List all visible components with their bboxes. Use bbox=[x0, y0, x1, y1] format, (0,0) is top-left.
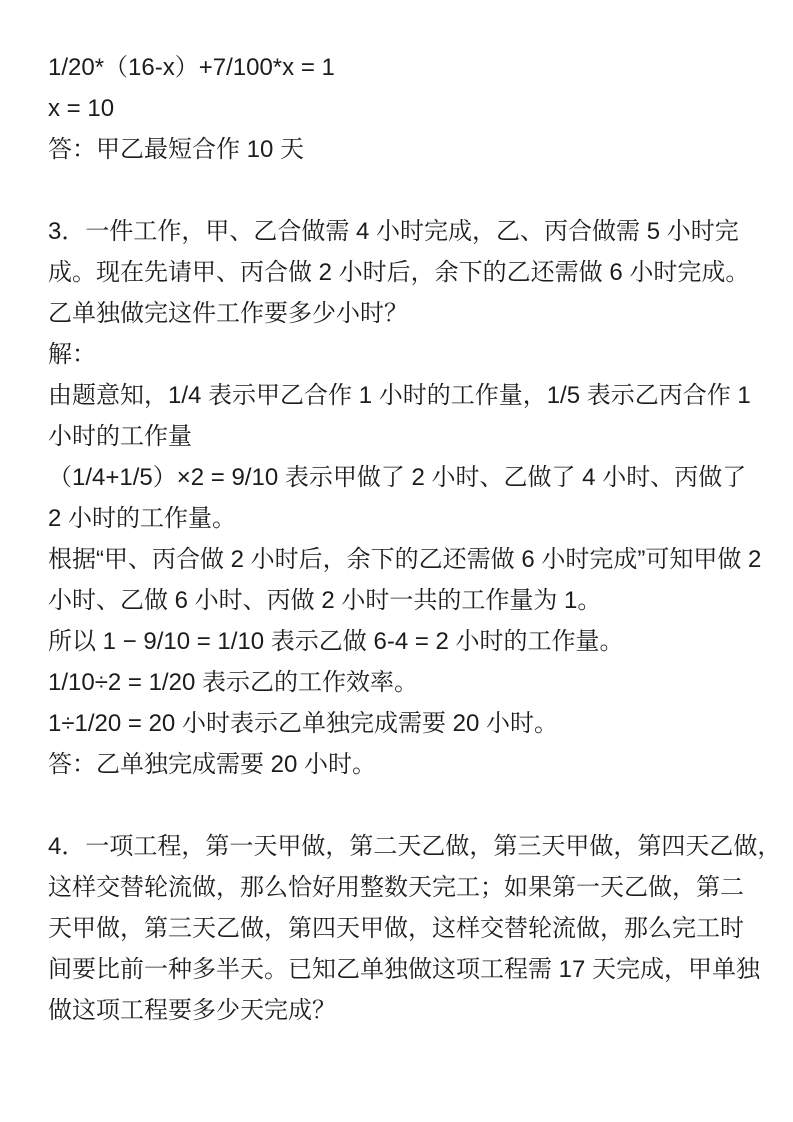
text-line-solution: 由题意知，1/4 表示甲乙合作 1 小时的工作量，1/5 表示乙丙合作 1 bbox=[48, 382, 751, 409]
text-line-equation: x = 10 bbox=[48, 95, 115, 122]
blank-line bbox=[48, 785, 753, 826]
text-line-answer: 答：甲乙最短合作 10 天 bbox=[48, 136, 305, 163]
text-line-problem: 这样交替轮流做，那么恰好用整数天完工；如果第一天乙做，第二 bbox=[48, 874, 744, 901]
text-line-solution: 所以 1 − 9/10 = 1/10 表示乙做 6-4 = 2 小时的工作量。 bbox=[48, 628, 624, 655]
text-line-solution: 1/10÷2 = 1/20 表示乙的工作效率。 bbox=[48, 669, 418, 696]
text-line-problem: 做这项工程要多少天完成？ bbox=[48, 997, 336, 1024]
text-line-solution: 解： bbox=[48, 341, 96, 368]
text-line-problem: 间要比前一种多半天。已知乙单独做这项工程需 17 天完成，甲单独 bbox=[48, 956, 761, 983]
text-line-solution: 1÷1/20 = 20 小时表示乙单独完成需要 20 小时。 bbox=[48, 710, 558, 737]
text-line-solution: 小时的工作量 bbox=[48, 423, 192, 450]
text-line-solution: 根据“甲、丙合做 2 小时后，余下的乙还需做 6 小时完成”可知甲做 2 bbox=[48, 546, 762, 573]
text-line-solution: 小时、乙做 6 小时、丙做 2 小时一共的工作量为 1。 bbox=[48, 587, 602, 614]
text-line-answer: 答：乙单独完成需要 20 小时。 bbox=[48, 751, 377, 778]
blank-line bbox=[48, 170, 753, 211]
text-line-solution: （1/4+1/5）×2 = 9/10 表示甲做了 2 小时、乙做了 4 小时、丙做了 bbox=[48, 464, 747, 491]
text-lines-container bbox=[48, 47, 782, 1031]
text-line-problem: 乙单独做完这件工作要多少小时？ bbox=[48, 300, 408, 327]
text-line-problem: 天甲做，第三天乙做，第四天甲做，这样交替轮流做，那么完工时 bbox=[48, 915, 744, 942]
text-line-solution: 2 小时的工作量。 bbox=[48, 505, 237, 532]
text-line-equation: 1/20*（16-x）+7/100*x = 1 bbox=[48, 54, 335, 81]
text-line-problem: 4．一项工程，第一天甲做，第二天乙做，第三天甲做，第四天乙做， bbox=[48, 833, 782, 860]
text-line-problem: 3．一件工作，甲、乙合做需 4 小时完成，乙、丙合做需 5 小时完 bbox=[48, 218, 739, 245]
text-line-problem: 成。现在先请甲、丙合做 2 小时后，余下的乙还需做 6 小时完成。 bbox=[48, 259, 750, 286]
